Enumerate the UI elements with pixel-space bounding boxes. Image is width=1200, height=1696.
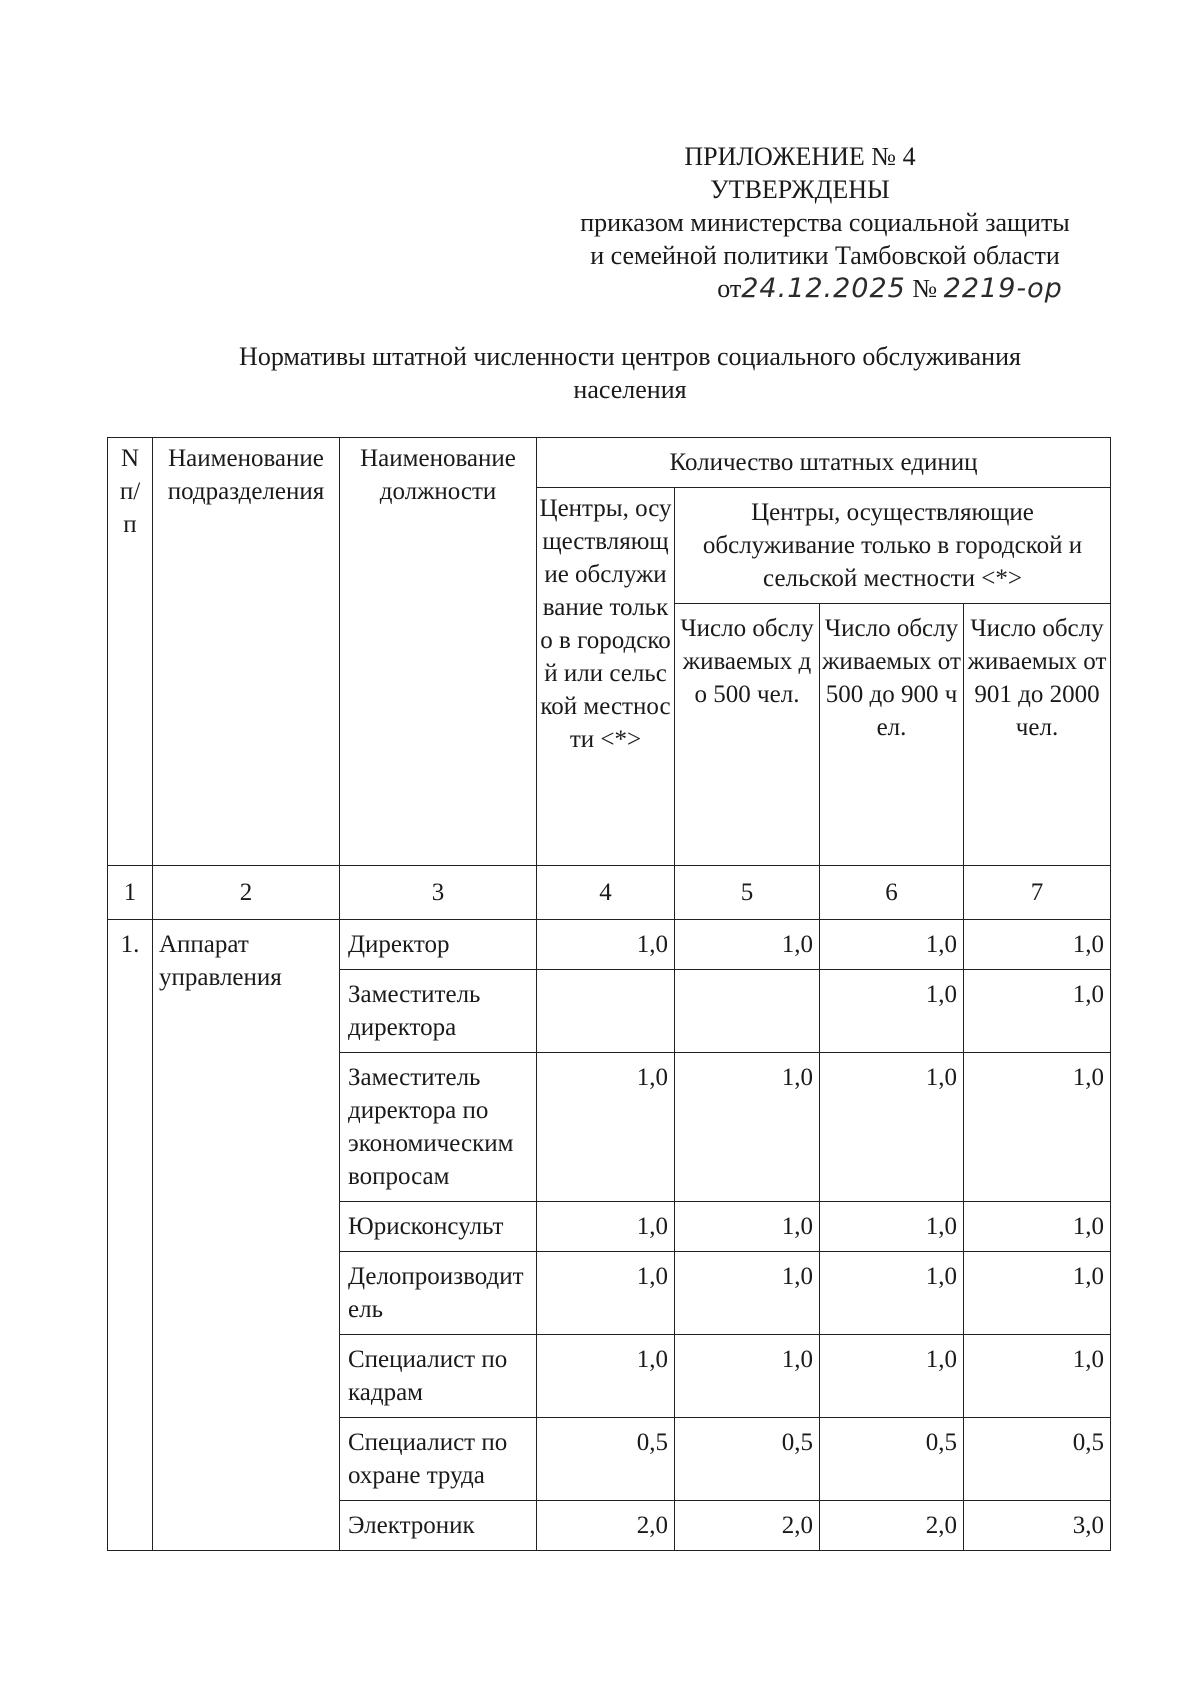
value-cell: 3,0 bbox=[964, 1501, 1111, 1551]
value-cell: 0,5 bbox=[675, 1418, 820, 1501]
column-numbers-row bbox=[108, 866, 1111, 920]
value-cell: 1,0 bbox=[820, 1335, 964, 1418]
document-title bbox=[150, 340, 1110, 406]
handwritten-date: 24.12.2025 bbox=[741, 273, 906, 304]
header-position: Наименование должности bbox=[340, 438, 537, 866]
approval-header bbox=[500, 140, 1150, 305]
position-name: Юрисконсульт bbox=[340, 1202, 537, 1252]
value-cell: 1,0 bbox=[964, 1252, 1111, 1335]
value-cell: 1,0 bbox=[964, 1053, 1111, 1202]
number-prefix: № bbox=[912, 274, 938, 303]
position-name: Электроник bbox=[340, 1501, 537, 1551]
section-unit: Аппарат управления bbox=[153, 920, 340, 1551]
value-cell: 1,0 bbox=[675, 1053, 820, 1202]
col-number: 6 bbox=[820, 866, 964, 920]
position-name: Специалист по охране труда bbox=[340, 1418, 537, 1501]
value-cell: 1,0 bbox=[820, 1053, 964, 1202]
order-date-line bbox=[500, 272, 1150, 305]
col-number: 2 bbox=[153, 866, 340, 920]
value-cell: 1,0 bbox=[675, 1252, 820, 1335]
value-cell: 1,0 bbox=[537, 1202, 675, 1252]
position-name: Делопроизводитель bbox=[340, 1252, 537, 1335]
value-cell: 2,0 bbox=[820, 1501, 964, 1551]
value-cell: 0,5 bbox=[964, 1418, 1111, 1501]
value-cell: 1,0 bbox=[820, 970, 964, 1053]
value-cell: 1,0 bbox=[964, 970, 1111, 1053]
handwritten-order-number: 2219-ор bbox=[943, 273, 1063, 304]
title-line-1: Нормативы штатной численности центров социального обслуживания bbox=[239, 342, 1021, 371]
col-number: 3 bbox=[340, 866, 537, 920]
header-unit: Наименование подразделения bbox=[153, 438, 340, 866]
header-row-1 bbox=[108, 438, 1111, 488]
date-prefix: от bbox=[717, 274, 742, 303]
position-name: Заместитель директора bbox=[340, 970, 537, 1053]
value-cell: 0,5 bbox=[820, 1418, 964, 1501]
value-cell: 1,0 bbox=[964, 1335, 1111, 1418]
value-cell bbox=[675, 970, 820, 1053]
staffing-norms-table bbox=[107, 437, 1111, 1551]
header-both-areas: Центры, осуществляющие обслуживание только в городской и сельской местности <*> bbox=[675, 488, 1111, 604]
value-cell: 1,0 bbox=[820, 1252, 964, 1335]
attachment-number: ПРИЛОЖЕНИЕ № 4 bbox=[684, 142, 916, 171]
order-line-1: приказом министерства социальной защиты bbox=[580, 208, 1070, 237]
title-line-2: населения bbox=[573, 375, 687, 404]
value-cell bbox=[537, 970, 675, 1053]
value-cell: 1,0 bbox=[537, 1053, 675, 1202]
value-cell: 1,0 bbox=[964, 920, 1111, 970]
header-col5: Число обслуживаемых до 500 чел. bbox=[675, 604, 820, 866]
header-col7: Число обслуживаемых от 901 до 2000 чел. bbox=[964, 604, 1111, 866]
value-cell: 1,0 bbox=[537, 1335, 675, 1418]
value-cell: 1,0 bbox=[820, 1202, 964, 1252]
position-name: Директор bbox=[340, 920, 537, 970]
col-number: 1 bbox=[108, 866, 153, 920]
col-number: 4 bbox=[537, 866, 675, 920]
value-cell: 1,0 bbox=[537, 1252, 675, 1335]
value-cell: 2,0 bbox=[675, 1501, 820, 1551]
header-col6: Число обслуживаемых от 500 до 900 чел. bbox=[820, 604, 964, 866]
value-cell: 1,0 bbox=[964, 1202, 1111, 1252]
value-cell: 2,0 bbox=[537, 1501, 675, 1551]
col-number: 7 bbox=[964, 866, 1111, 920]
approved-label: УТВЕРЖДЕНЫ bbox=[710, 175, 890, 204]
header-quantity: Количество штатных единиц bbox=[537, 438, 1111, 488]
value-cell: 1,0 bbox=[675, 1202, 820, 1252]
position-name: Специалист по кадрам bbox=[340, 1335, 537, 1418]
value-cell: 0,5 bbox=[537, 1418, 675, 1501]
value-cell: 1,0 bbox=[537, 920, 675, 970]
value-cell: 1,0 bbox=[820, 920, 964, 970]
section-number: 1. bbox=[108, 920, 153, 1551]
col-number: 5 bbox=[675, 866, 820, 920]
value-cell: 1,0 bbox=[675, 1335, 820, 1418]
order-line-2: и семейной политики Тамбовской области bbox=[590, 241, 1060, 270]
position-name: Заместитель директора по экономическим вопросам bbox=[340, 1053, 537, 1202]
table-row bbox=[108, 920, 1111, 970]
header-num: N п/п bbox=[108, 438, 153, 866]
header-col4: Центры, осуществляющие обслуживание только в городской или сельской местности <*> bbox=[537, 488, 675, 866]
value-cell: 1,0 bbox=[675, 920, 820, 970]
